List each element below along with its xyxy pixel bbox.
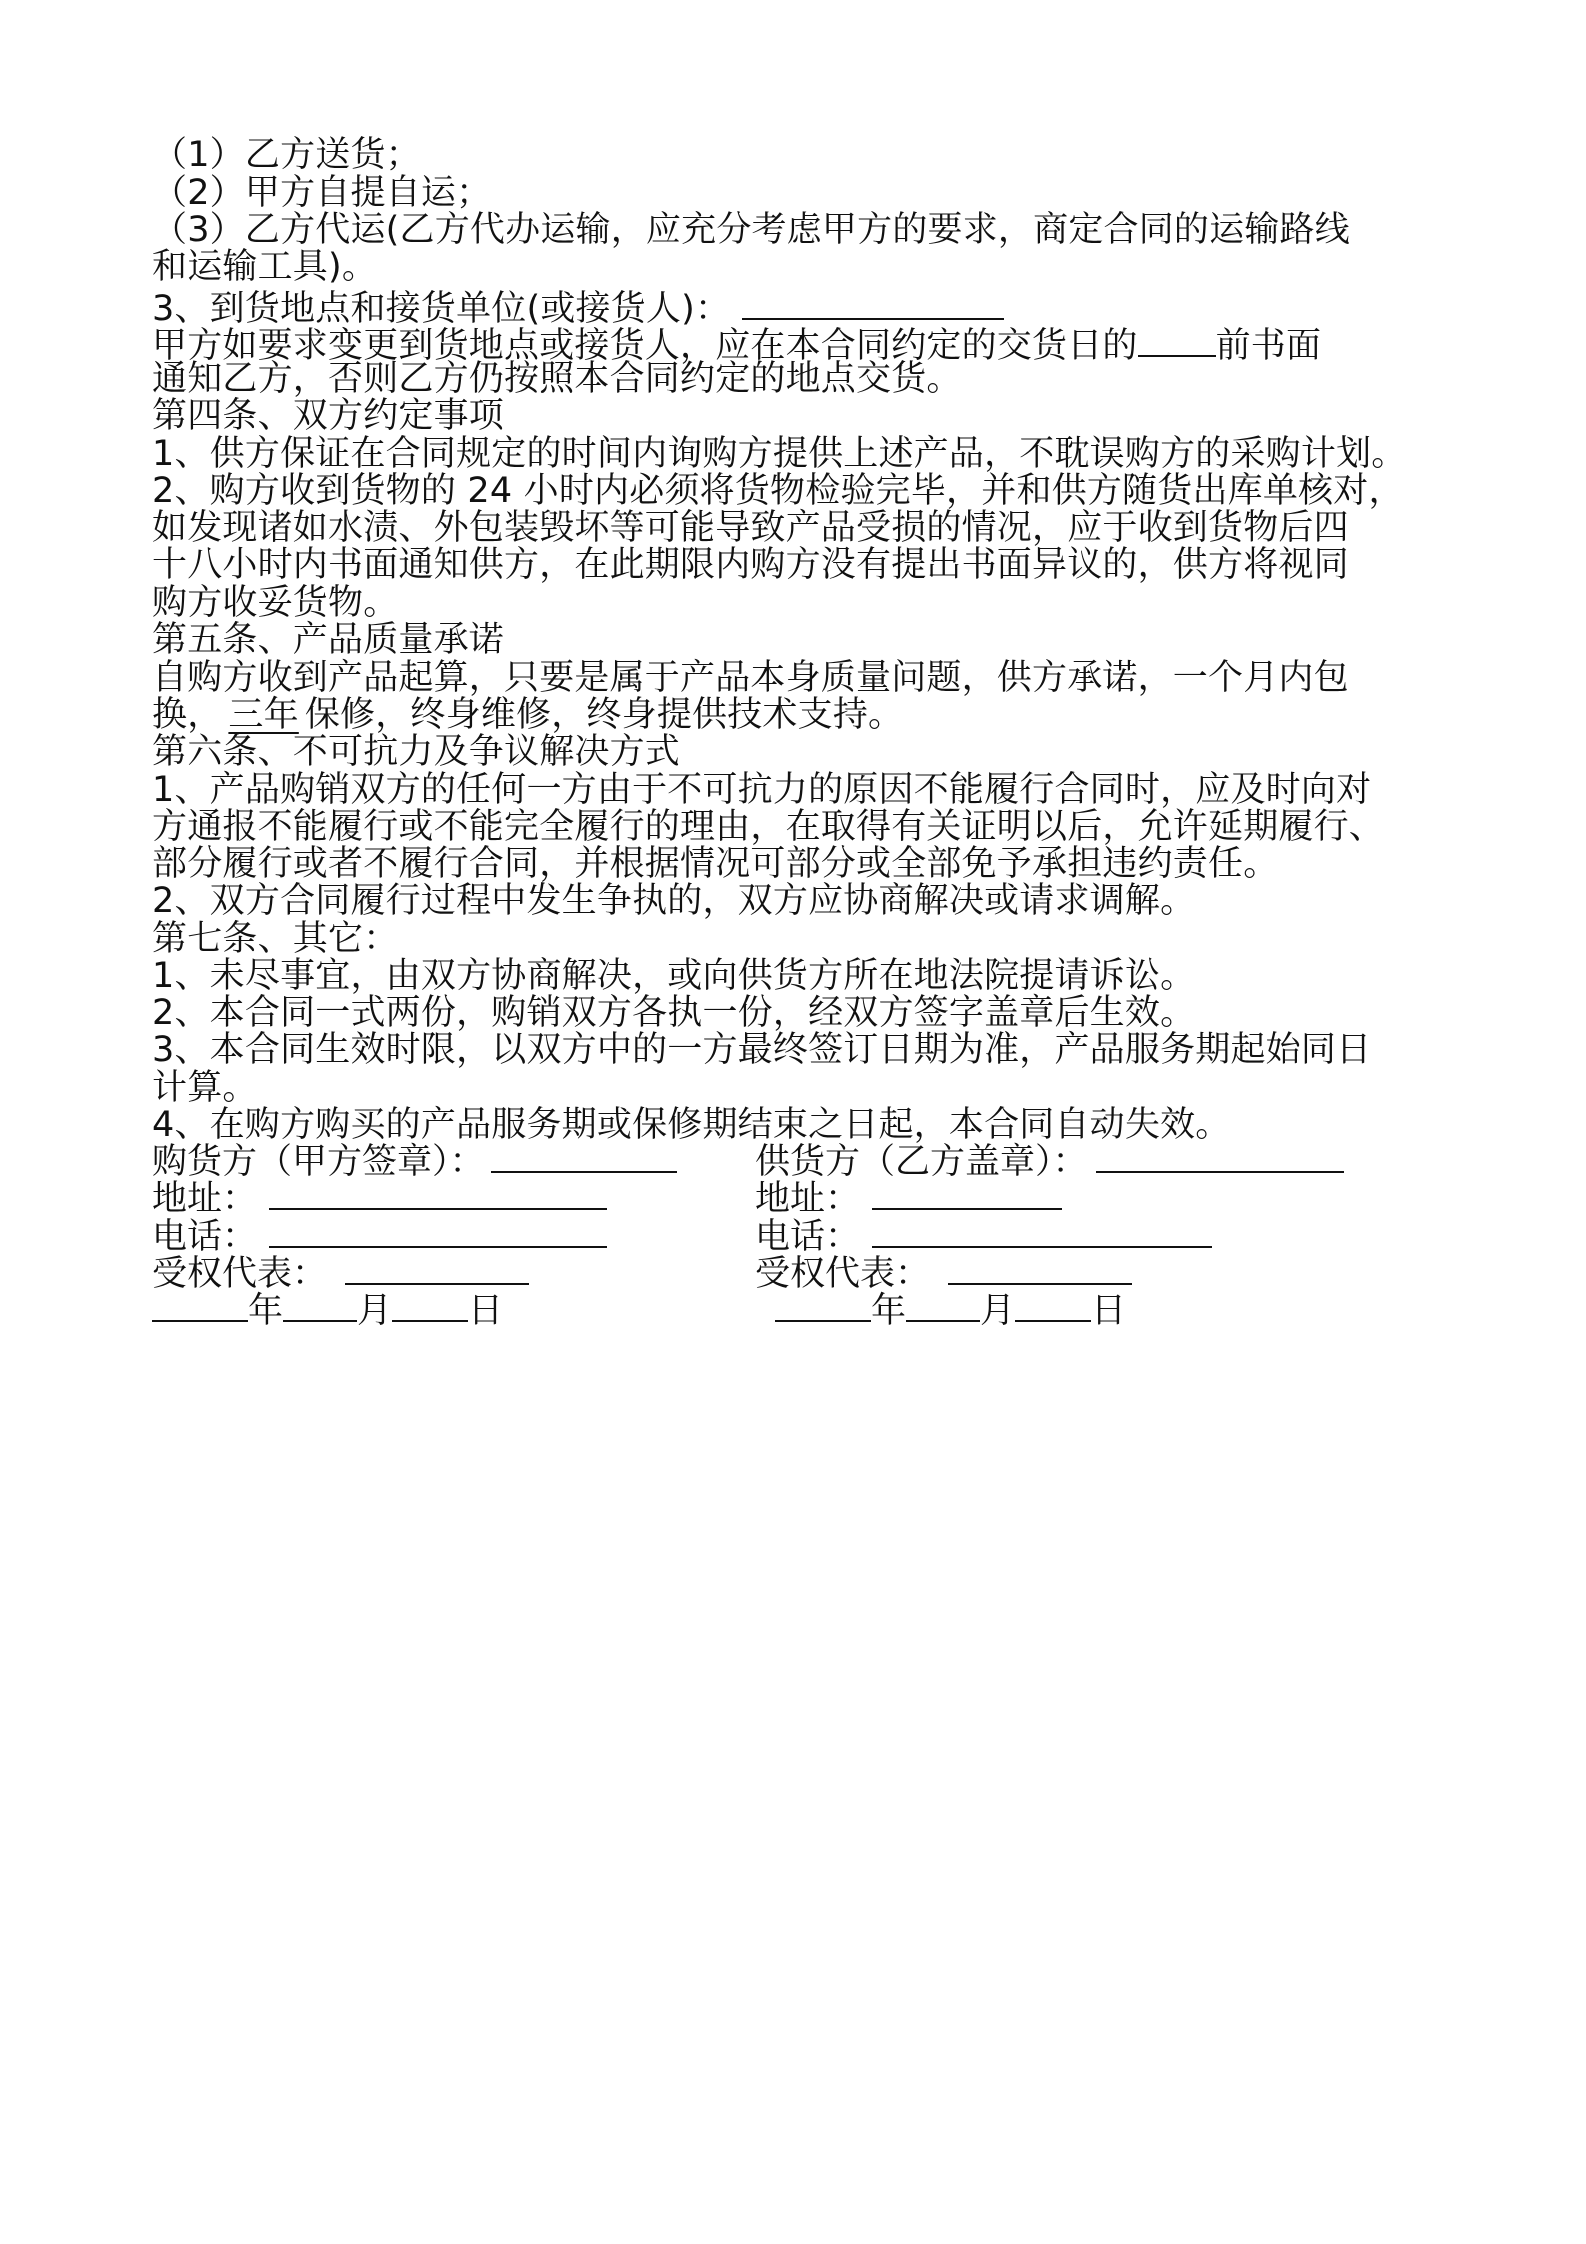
buyer-month-label: 月 <box>357 1291 393 1331</box>
buyer-phone-blank <box>269 1214 607 1248</box>
article6-line-2: 方通报不能履行或不能完全履行的理由，在取得有关证明以后，允许延期履行、 <box>152 807 1385 847</box>
delivery-location-blank <box>742 282 1004 320</box>
change-notice-days-blank <box>1138 319 1216 357</box>
article4-line-2: 2、购方收到货物的 24 小时内必须将货物检验完毕，并和供方随货出库单核对， <box>152 471 1404 511</box>
article6-line-4: 2、双方合同履行过程中发生争执的，双方应协商解决或请求调解。 <box>152 881 1196 921</box>
delivery-method-3-cont: 和运输工具)。 <box>152 247 378 287</box>
article5-line-2-start: 换， <box>152 695 223 735</box>
article7-line-2: 2、本合同一式两份，购销双方各执一份，经双方签字盖章后生效。 <box>152 993 1196 1033</box>
supplier-year-blank <box>775 1288 871 1322</box>
article6-title: 第六条、不可抗力及争议解决方式 <box>152 732 681 772</box>
buyer-day-blank <box>392 1288 468 1322</box>
article5-line-2-end: 保修，终身维修，终身提供技术支持。 <box>304 695 904 735</box>
supplier-day-blank <box>1015 1288 1091 1322</box>
supplier-phone-blank <box>872 1214 1212 1248</box>
article7-line-4: 计算。 <box>152 1068 258 1108</box>
supplier-phone-label: 电话： <box>755 1217 861 1257</box>
article5-line-1: 自购方收到产品起算，只要是属于产品本身质量问题，供方承诺，一个月内包 <box>152 658 1349 698</box>
buyer-phone-label: 电话： <box>152 1217 258 1257</box>
supplier-day-label: 日 <box>1091 1291 1127 1331</box>
article4-line-3: 如发现诸如水渍、外包装毁坏等可能导致产品受损的情况，应于收到货物后四 <box>152 508 1349 548</box>
delivery-method-1: （1）乙方送货； <box>152 135 421 175</box>
buyer-month-blank <box>283 1288 357 1322</box>
supplier-month-label: 月 <box>980 1291 1016 1331</box>
buyer-signature-blank <box>491 1139 677 1173</box>
buyer-year-blank <box>152 1288 248 1322</box>
supplier-label: 供货方（乙方盖章）： <box>755 1142 1088 1182</box>
change-notice-cont: 通知乙方，否则乙方仍按照本合同约定的地点交货。 <box>152 359 962 399</box>
delivery-location-label: 3、到货地点和接货单位(或接货人)： <box>152 289 731 329</box>
article7-line-1: 1、未尽事宜，由双方协商解决，或向供货方所在地法院提请诉讼。 <box>152 956 1196 996</box>
article6-line-3: 部分履行或者不履行合同，并根据情况可部分或全部免予承担违约责任。 <box>152 844 1279 884</box>
article4-line-4: 十八小时内书面通知供方，在此期限内购方没有提出书面异议的，供方将视同 <box>152 545 1349 585</box>
supplier-address-label: 地址： <box>755 1179 861 1219</box>
warranty-period: 三年 <box>228 695 299 735</box>
buyer-rep-blank <box>345 1251 529 1285</box>
article4-line-5: 购方收妥货物。 <box>152 583 399 623</box>
buyer-rep-label: 受权代表： <box>152 1254 328 1294</box>
supplier-month-blank <box>906 1288 980 1322</box>
delivery-method-2: （2）甲方自提自运； <box>152 173 492 213</box>
article7-title: 第七条、其它： <box>152 919 399 959</box>
supplier-date-row <box>775 1288 1126 1334</box>
buyer-label: 购货方（甲方签章）： <box>152 1142 485 1182</box>
article6-line-1: 1、产品购销双方的任何一方由于不可抗力的原因不能履行合同时，应及时向对 <box>152 770 1372 810</box>
buyer-year-label: 年 <box>248 1291 284 1331</box>
change-notice-text: 甲方如要求变更到货地点或接货人，应在本合同约定的交货日的 <box>152 326 1138 366</box>
supplier-address-blank <box>872 1176 1062 1210</box>
buyer-address-blank <box>269 1176 607 1210</box>
supplier-signature-blank <box>1096 1139 1344 1173</box>
delivery-method-3: （3）乙方代运(乙方代办运输，应充分考虑甲方的要求，商定合同的运输路线 <box>152 210 1350 250</box>
article7-line-3: 3、本合同生效时限，以双方中的一方最终签订日期为准，产品服务期起始同日 <box>152 1030 1372 1070</box>
supplier-rep-blank <box>948 1251 1132 1285</box>
buyer-address-label: 地址： <box>152 1179 258 1219</box>
change-notice-after: 前书面 <box>1215 326 1322 366</box>
buyer-date-row <box>152 1288 503 1334</box>
article7-line-5: 4、在购方购买的产品服务期或保修期结束之日起，本合同自动失效。 <box>152 1105 1231 1145</box>
supplier-rep-label: 受权代表： <box>755 1254 931 1294</box>
supplier-year-label: 年 <box>871 1291 907 1331</box>
article5-title: 第五条、产品质量承诺 <box>152 620 505 660</box>
article4-line-1: 1、供方保证在合同规定的时间内询购方提供上述产品，不耽误购方的采购计划。 <box>152 434 1407 474</box>
article4-title: 第四条、双方约定事项 <box>152 396 505 436</box>
buyer-day-label: 日 <box>468 1291 504 1331</box>
